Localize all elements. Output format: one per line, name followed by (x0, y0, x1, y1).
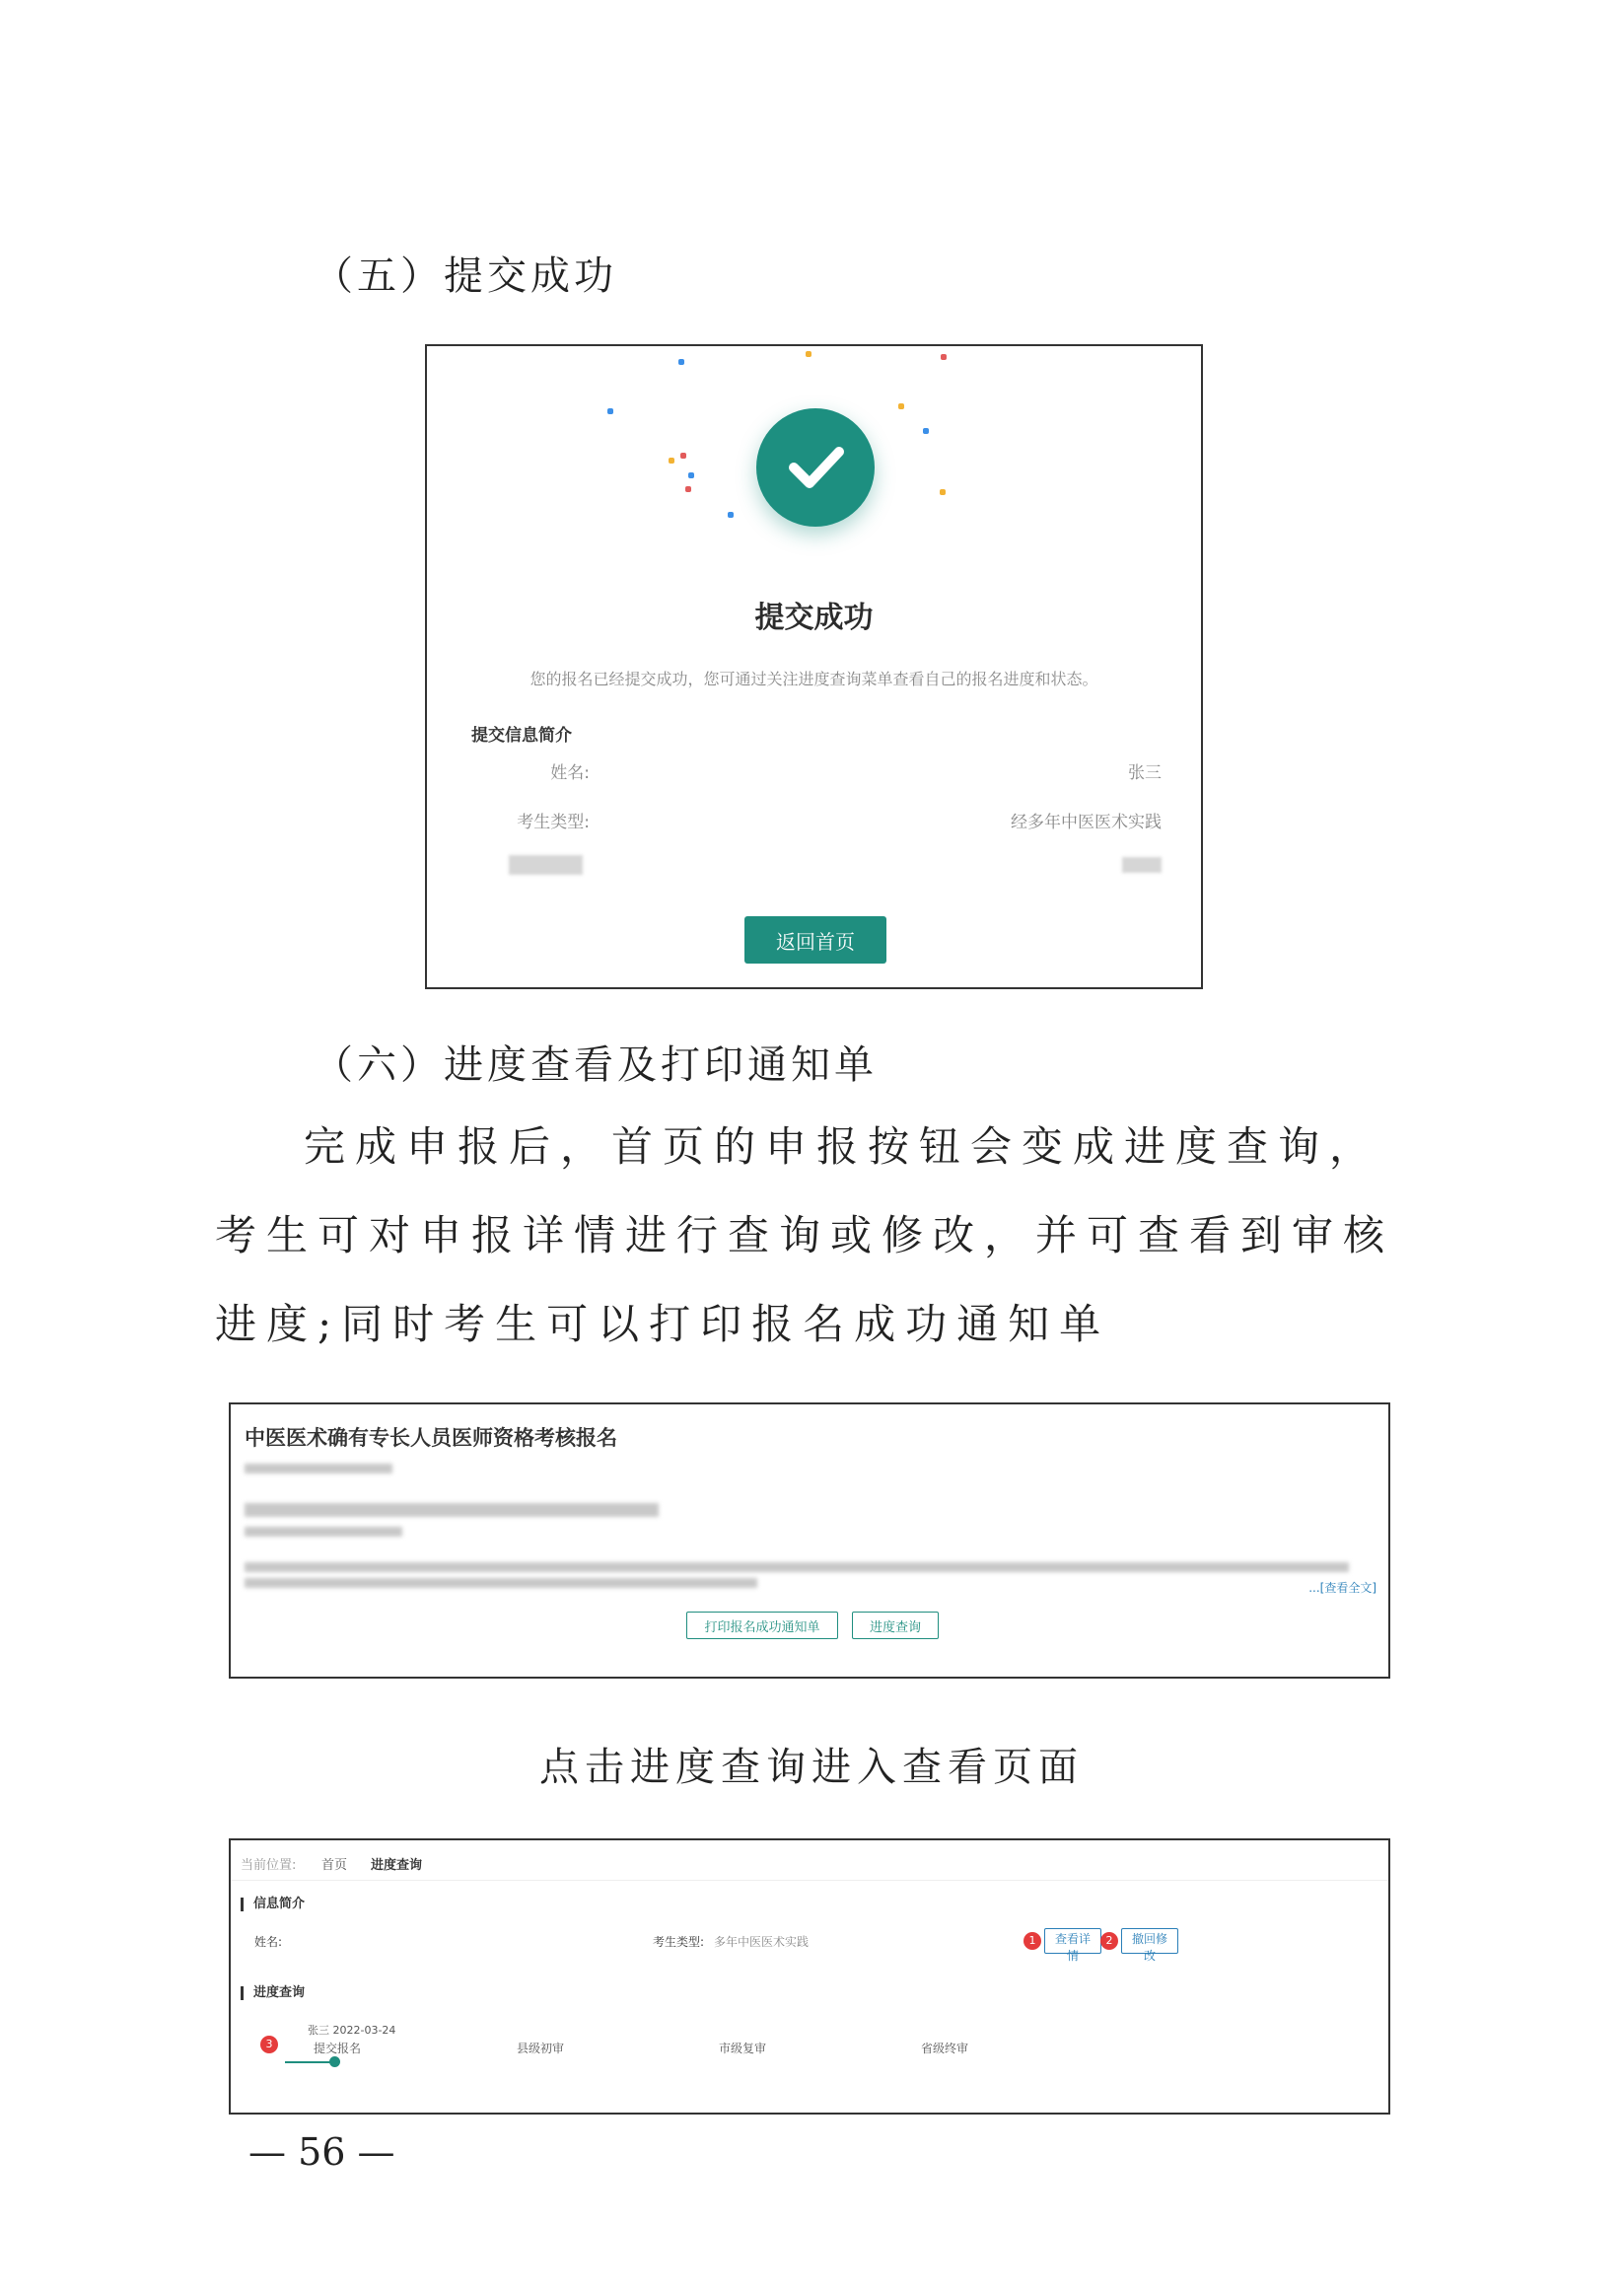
type-label: 考生类型: (517, 813, 590, 832)
confetti-icon (728, 512, 734, 518)
section-heading-6: （六）进度查看及打印通知单 (314, 1042, 878, 1088)
badge-1: 1 (1023, 1932, 1041, 1950)
return-home-button[interactable]: 返回首页 (744, 916, 886, 964)
redacted-label (509, 855, 583, 875)
step-city: 市级复审 (719, 2042, 767, 2055)
confetti-icon (923, 428, 929, 434)
progress-track (285, 2061, 334, 2063)
breadcrumb-current: 进度查询 (371, 1858, 423, 1873)
name-label: 姓名: (550, 763, 590, 783)
info-section-heading: 信息简介 (241, 1898, 305, 1911)
type-field-value: 多年中医医术实践 (714, 1935, 810, 1949)
type-value: 经多年中医医术实践 (1011, 813, 1162, 832)
badge-3: 3 (260, 2036, 278, 2053)
type-field-label: 考生类型: (653, 1935, 705, 1949)
notice-title: 中医医术确有专长人员医师资格考核报名 (245, 1426, 617, 1450)
check-icon (756, 408, 875, 527)
page-number: — 56 — (248, 2130, 395, 2174)
step-submit: 提交报名 (314, 2042, 362, 2055)
step-meta: 张三 2022-03-24 (308, 2024, 396, 2037)
notice-screenshot (229, 1402, 1390, 1679)
confetti-icon (806, 351, 812, 357)
redacted-line (245, 1503, 659, 1517)
divider (231, 1880, 1388, 1881)
confetti-icon (940, 489, 946, 495)
success-description: 您的报名已经提交成功，您可通过关注进度查询菜单查看自己的报名进度和状态。 (529, 670, 1098, 688)
print-notice-button[interactable]: 打印报名成功通知单 (686, 1612, 838, 1639)
redacted-line (245, 1562, 1349, 1572)
name-field-label: 姓名: (254, 1935, 283, 1949)
progress-dot (329, 2056, 340, 2067)
withdraw-button[interactable]: 撤回修改 (1121, 1928, 1178, 1954)
section-heading-5: （五）提交成功 (314, 253, 617, 299)
confetti-icon (678, 359, 684, 365)
progress-query-button[interactable]: 进度查询 (852, 1612, 939, 1639)
redacted-line (245, 1578, 757, 1588)
caption: 点击进度查询进入查看页面 (539, 1745, 1084, 1790)
name-value: 张三 (1128, 763, 1162, 783)
confetti-icon (898, 403, 904, 409)
badge-2: 2 (1100, 1932, 1118, 1950)
confetti-icon (685, 486, 691, 492)
success-screenshot (425, 344, 1203, 989)
view-all-link[interactable]: ...[查看全文] (1308, 1581, 1376, 1595)
summary-title: 提交信息简介 (471, 726, 572, 746)
breadcrumb-label: 当前位置: (241, 1858, 297, 1873)
view-details-button[interactable]: 查看详情 (1044, 1928, 1101, 1954)
redacted-line (245, 1464, 392, 1473)
confetti-icon (688, 472, 694, 478)
breadcrumb-home[interactable]: 首页 (321, 1858, 348, 1873)
step-county: 县级初审 (517, 2042, 565, 2055)
redacted-value (1122, 857, 1162, 873)
redacted-line (245, 1527, 402, 1537)
progress-section-heading: 进度查询 (241, 1986, 305, 2000)
confetti-icon (607, 408, 613, 414)
confetti-icon (680, 453, 686, 459)
progress-screenshot (229, 1838, 1390, 2115)
confetti-icon (941, 354, 947, 360)
section-6-paragraph: 完成申报后，首页的申报按钮会变成进度查询，考生可对申报详情进行查询或修改，并可查看到审核进度;同时考生可以打印报名成功通知单 (215, 1122, 1395, 1348)
step-province: 省级终审 (921, 2042, 969, 2055)
success-title: 提交成功 (754, 601, 874, 635)
confetti-icon (669, 458, 674, 464)
